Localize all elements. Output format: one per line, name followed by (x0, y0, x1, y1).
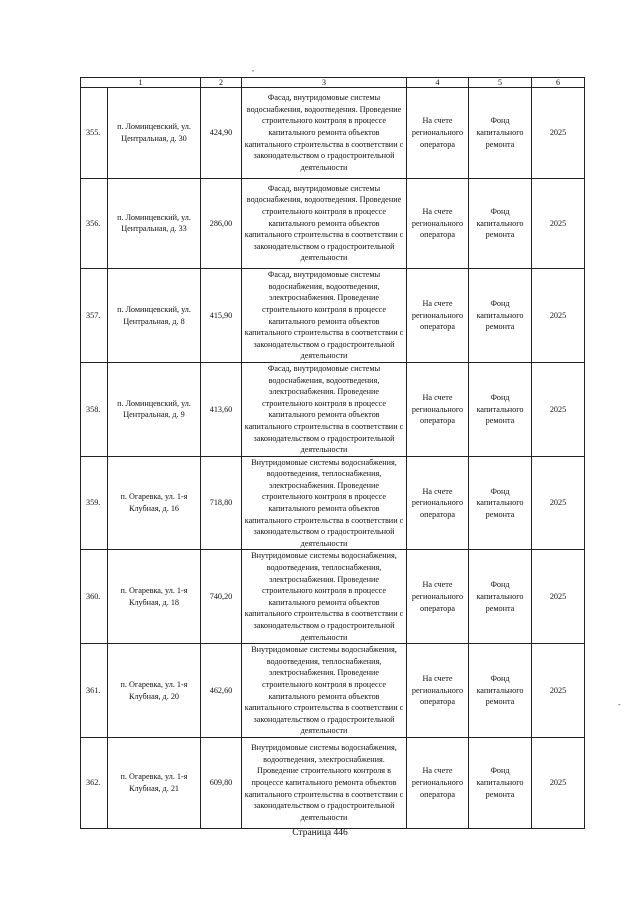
row-number: 357. (81, 269, 108, 363)
row-area: 609,80 (201, 737, 242, 828)
row-works: Внутридомовые системы водоснабжения, водоотведения, электроснабжения. Проведение строительного контроля в процессе капитального ремонта объектов капитального строительства в соответствии с законодательством о градостроительной деятельности (242, 737, 407, 828)
row-year: 2025 (532, 178, 585, 269)
table-row (81, 644, 585, 738)
row-area: 740,20 (201, 550, 242, 644)
row-fund: Фонд капитального ремонта (469, 362, 532, 456)
header-col-2: 2 (201, 78, 242, 88)
row-works: Фасад, внутридомовые системы водоснабжения, водоотведения. Проведение строительного контроля в процессе капитального ремонта объектов капитального строительства в соответствии с законодательством о градостроительной деятельности (242, 88, 407, 179)
row-address: п. Ломинцевский, ул. Центральная, д. 8 (108, 269, 201, 363)
row-year: 2025 (532, 550, 585, 644)
row-area: 424,90 (201, 88, 242, 179)
row-works: Фасад, внутридомовые системы водоснабжения, водоотведения. Проведение строительного контроля в процессе капитального ремонта объектов капитального строительства в соответствии с законодательством о градостроительной деятельности (242, 178, 407, 269)
table-body (81, 88, 585, 829)
row-fund: Фонд капитального ремонта (469, 88, 532, 179)
row-fund: Фонд капитального ремонта (469, 456, 532, 550)
row-address: п. Огаревка, ул. 1-я Клубная, д. 20 (108, 644, 201, 738)
row-year: 2025 (532, 269, 585, 363)
table-row (81, 550, 585, 644)
row-fund: Фонд капитального ремонта (469, 737, 532, 828)
row-account: На счете регионального оператора (407, 178, 469, 269)
row-area: 462,60 (201, 644, 242, 738)
header-col-6: 6 (532, 78, 585, 88)
header-col-4: 4 (407, 78, 469, 88)
row-year: 2025 (532, 88, 585, 179)
page-number: Страница 446 (292, 828, 348, 838)
row-address: п. Огаревка, ул. 1-я Клубная, д. 16 (108, 456, 201, 550)
row-area: 286,00 (201, 178, 242, 269)
header-col-1: 1 (81, 78, 201, 88)
row-works: Внутридомовые системы водоснабжения, водоотведения, теплоснабжения, электроснабжения. Проведение строительного контроля в процессе капитального ремонта объектов капитального строительства в соответствии с законодательством о градостроительной деятельности (242, 550, 407, 644)
row-number: 358. (81, 362, 108, 456)
row-number: 360. (81, 550, 108, 644)
row-year: 2025 (532, 362, 585, 456)
row-account: На счете регионального оператора (407, 88, 469, 179)
table-row (81, 737, 585, 828)
row-works: Внутридомовые системы водоснабжения, водоотведения, теплоснабжения, электроснабжения. Проведение строительного контроля в процессе капитального ремонта объектов капитального строительства в соответствии с законодательством о градостроительной деятельности (242, 644, 407, 738)
row-fund: Фонд капитального ремонта (469, 178, 532, 269)
row-account: На счете регионального оператора (407, 550, 469, 644)
row-works: Фасад, внутридомовые системы водоснабжения, водоотведения, электроснабжения. Проведение строительного контроля в процессе капитального ремонта объектов капитального строительства в соответствии с законодательством о градостроительной деятельности (242, 269, 407, 363)
row-account: На счете регионального оператора (407, 644, 469, 738)
table-row (81, 269, 585, 363)
row-fund: Фонд капитального ремонта (469, 550, 532, 644)
row-fund: Фонд капитального ремонта (469, 269, 532, 363)
row-address: п. Огаревка, ул. 1-я Клубная, д. 18 (108, 550, 201, 644)
header-col-3: 3 (242, 78, 407, 88)
row-address: п. Ломинцевский, ул. Центральная, д. 30 (108, 88, 201, 179)
row-address: п. Ломинцевский, ул. Центральная, д. 33 (108, 178, 201, 269)
table-row (81, 456, 585, 550)
row-address: п. Ломинцевский, ул. Центральная, д. 9 (108, 362, 201, 456)
row-number: 359. (81, 456, 108, 550)
row-number: 362. (81, 737, 108, 828)
repair-program-table (80, 77, 585, 829)
row-account: На счете регионального оператора (407, 362, 469, 456)
row-account: На счете регионального оператора (407, 269, 469, 363)
row-account: На счете регионального оператора (407, 737, 469, 828)
row-number: 361. (81, 644, 108, 738)
row-works: Фасад, внутридомовые системы водоснабжения, водоотведения, электроснабжения. Проведение строительного контроля в процессе капитального ремонта объектов капитального строительства в соответствии с законодательством о градостроительной деятельности (242, 362, 407, 456)
table-header (81, 78, 585, 88)
row-year: 2025 (532, 456, 585, 550)
table-header-row (81, 78, 585, 88)
scan-mark: , (252, 64, 254, 73)
table-row (81, 178, 585, 269)
row-account: На счете регионального оператора (407, 456, 469, 550)
scan-mark: - (618, 700, 621, 709)
table-row (81, 88, 585, 179)
row-number: 355. (81, 88, 108, 179)
row-address: п. Огаревка, ул. 1-я Клубная, д. 21 (108, 737, 201, 828)
table-row (81, 362, 585, 456)
row-area: 415,90 (201, 269, 242, 363)
row-area: 718,80 (201, 456, 242, 550)
row-number: 356. (81, 178, 108, 269)
row-year: 2025 (532, 644, 585, 738)
row-year: 2025 (532, 737, 585, 828)
row-works: Внутридомовые системы водоснабжения, водоотведения, теплоснабжения, электроснабжения. Проведение строительного контроля в процессе капитального ремонта объектов капитального строительства в соответствии с законодательством о градостроительной деятельности (242, 456, 407, 550)
header-col-5: 5 (469, 78, 532, 88)
row-fund: Фонд капитального ремонта (469, 644, 532, 738)
row-area: 413,60 (201, 362, 242, 456)
